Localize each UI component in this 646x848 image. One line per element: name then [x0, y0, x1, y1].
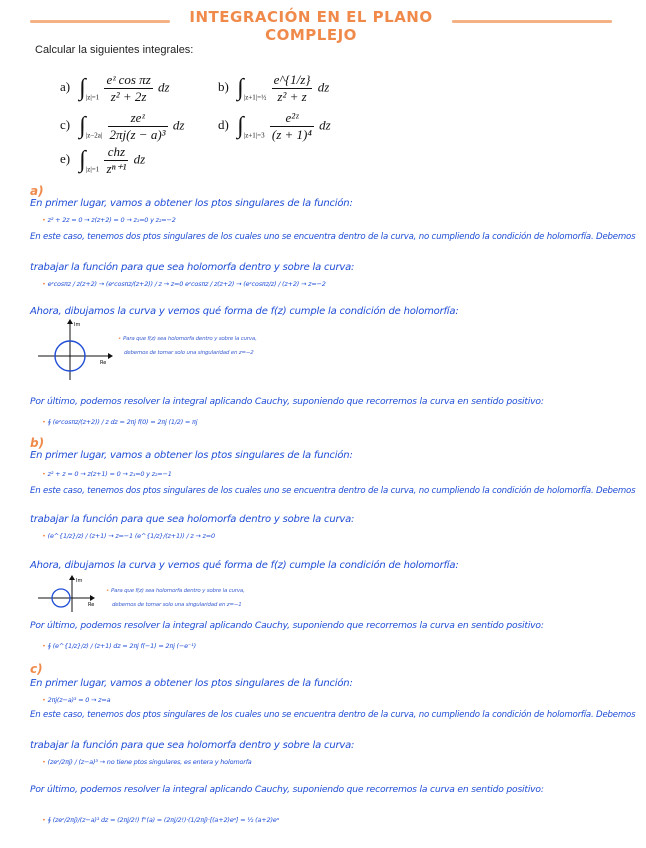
contour: |z+1|=3	[243, 131, 265, 140]
contour: |z−2a|	[85, 131, 103, 140]
section-c-header: c)	[30, 662, 43, 676]
differential: dz	[172, 117, 185, 133]
contour: |z|=1	[85, 165, 100, 174]
section-c-line-5: • (zeᶻ/2πj) / (z−a)³ → no tiene ptos singulares, es entera y holomorfa	[42, 758, 252, 766]
numerator: e²ᶻ	[270, 110, 314, 127]
section-b-header: b)	[30, 436, 45, 450]
instructions: Calcular la siguientes integrales:	[35, 44, 194, 56]
section-b-note-1: • Para que f(z) sea holomorfa dentro y sobre la curva,	[106, 588, 245, 594]
denominator: z² + 2z	[110, 89, 147, 104]
section-c-line-2: • 2πj(z−a)³ = 0 → z=a	[42, 696, 110, 704]
section-b-line-6: Ahora, dibujamos la curva y vemos qué forma de f(z) cumple la condición de holomorfía:	[30, 560, 459, 571]
section-c-line-3: En este caso, tenemos dos ptos singulares de los cuales uno se encuentra dentro de la curva, no cumpliendo la condición de holomorfía. Debemos	[30, 710, 636, 720]
section-a-line-2: • z² + 2z = 0 → z(z+2) = 0 → z₁=0 y z₂=−2	[42, 216, 176, 224]
section-b-line-3: En este caso, tenemos dos ptos singulares de los cuales uno se encuentra dentro de la curva, no cumpliendo la condición de holomorfía. Debemos	[30, 486, 636, 496]
section-c-line-1: En primer lugar, vamos a obtener los ptos singulares de la función:	[30, 678, 353, 689]
differential: dz	[317, 79, 330, 95]
integral-label: b)	[218, 79, 229, 95]
section-c-line-8: • ∮ (zeᶻ/2πj)/(z−a)³ dz = (2πj/2!) f''(a) = (2πj/2!)·(1/2πj)·[(a+2)eᵃ] = ½ (a+2)eᵃ	[42, 816, 279, 824]
title-decoration-right	[452, 20, 612, 23]
integral-c: c) $\int_{|z-2a|}$ $\frac{\text{zeᶻ}}{\text{2πj(z − a)³}}$ dz	[60, 110, 185, 142]
section-b-line-7: Por último, podemos resolver la integral aplicando Cauchy, suponiendo que recorremos la curva en sentido positivo:	[30, 620, 544, 631]
differential: dz	[158, 79, 170, 95]
title-banner	[0, 8, 646, 44]
page-title: INTEGRACIÓN EN EL PLANO COMPLEJO	[189, 8, 433, 44]
section-a-line-8: • ∮ (eᶻcosπz/(z+2)) / z dz = 2πj f(0) = 2πj (1/2) = πj	[42, 418, 197, 426]
title-decoration-left	[30, 20, 170, 23]
differential: dz	[133, 151, 146, 167]
section-a-note-2: debemos de tomar solo una singularidad en z=−2	[124, 350, 254, 356]
numerator: chz	[104, 144, 128, 161]
contour-plot-b	[36, 574, 98, 614]
section-a-header: a)	[30, 184, 44, 198]
numerator: zeᶻ	[108, 110, 168, 127]
contour: |z+1|=½	[243, 93, 267, 102]
differential: dz	[319, 117, 331, 133]
section-c-line-7: Por último, podemos resolver la integral aplicando Cauchy, suponiendo que recorremos la curva en sentido positivo:	[30, 784, 544, 795]
contour: |z|=1	[85, 93, 100, 102]
integral-label: e)	[60, 151, 71, 167]
section-b-line-8: • ∮ (e^{1/z}/z) / (z+1) dz = 2πj f(−1) = 2πj (−e⁻¹)	[42, 642, 196, 650]
section-b-line-2: • z² + z = 0 → z(z+1) = 0 → z₁=0 y z₂=−1	[42, 470, 172, 478]
axis-label-re: Re	[100, 360, 107, 366]
integral-e: e) $\int_{|z|=1}$ $\frac{\text{chz}}{\text{zⁿ⁺¹}}$ dz	[60, 144, 146, 176]
integral-label: a)	[60, 79, 71, 95]
denominator: 2πj(z − a)³	[109, 127, 166, 142]
integral-label: c)	[60, 117, 71, 133]
section-a-line-7: Por último, podemos resolver la integral aplicando Cauchy, suponiendo que recorremos la curva en sentido positivo:	[30, 396, 544, 407]
section-b-line-4: trabajar la función para que sea holomorfa dentro y sobre la curva:	[30, 514, 355, 525]
integral-d: d) $\int_{|z+1|=3}$ $\frac{\text{e²ᶻ}}{\text{(z + 1)⁴}}$ dz	[218, 110, 331, 142]
section-c-line-4: trabajar la función para que sea holomorfa dentro y sobre la curva:	[30, 740, 355, 751]
section-b-line-5: • (e^{1/z}/z) / (z+1) → z=−1 (e^{1/z}/(z+1)) / z → z=0	[42, 532, 215, 540]
section-b-line-1: En primer lugar, vamos a obtener los ptos singulares de la función:	[30, 450, 353, 461]
numerator: eᶻ cos πz	[106, 72, 151, 87]
contour-plot-a	[34, 318, 114, 382]
section-a-line-6: Ahora, dibujamos la curva y vemos qué forma de f(z) cumple la condición de holomorfía:	[30, 306, 459, 317]
denominator: (z + 1)⁴	[271, 127, 312, 142]
numerator: e^{1/z}	[273, 72, 311, 87]
section-a-note-1: • Para que f(z) sea holomorfa dentro y sobre la curva,	[118, 336, 257, 342]
denominator: zⁿ⁺¹	[106, 161, 127, 176]
section-a-line-1: En primer lugar, vamos a obtener los ptos singulares de la función:	[30, 198, 353, 209]
section-a-line-5: • eᶻcosπz / z(z+2) → (eᶻcosπz/(z+2)) / z → z=0 eᶻcosπz / z(z+2) → (eᶻcosπz/z) / (z+2) → z=−2	[42, 280, 326, 288]
integral-label: d)	[218, 117, 229, 133]
axis-label-im: Im	[74, 322, 81, 328]
section-a-line-4: trabajar la función para que sea holomorfa dentro y sobre la curva:	[30, 262, 355, 273]
section-b-note-2: debemos de tomar solo una singularidad en z=−1	[112, 602, 242, 608]
axis-label-im: Im	[76, 578, 83, 584]
section-a-line-3: En este caso, tenemos dos ptos singulares de los cuales uno se encuentra dentro de la curva, no cumpliendo la condición de holomorfía. Debemos	[30, 232, 636, 242]
integral-a: a) $\int_{|z|=1}$ $\frac{\text{eᶻ cos πz}}{\text{z² + 2z}}$ dz	[60, 72, 170, 104]
integral-b: b) $\int_{|z+1|=\frac{1}{2}}$ $\frac{e\^{}\{1/z\}}{\text{z² + z}}$ dz	[218, 72, 330, 104]
denominator: z² + z	[277, 89, 307, 104]
axis-label-re: Re	[88, 602, 95, 608]
